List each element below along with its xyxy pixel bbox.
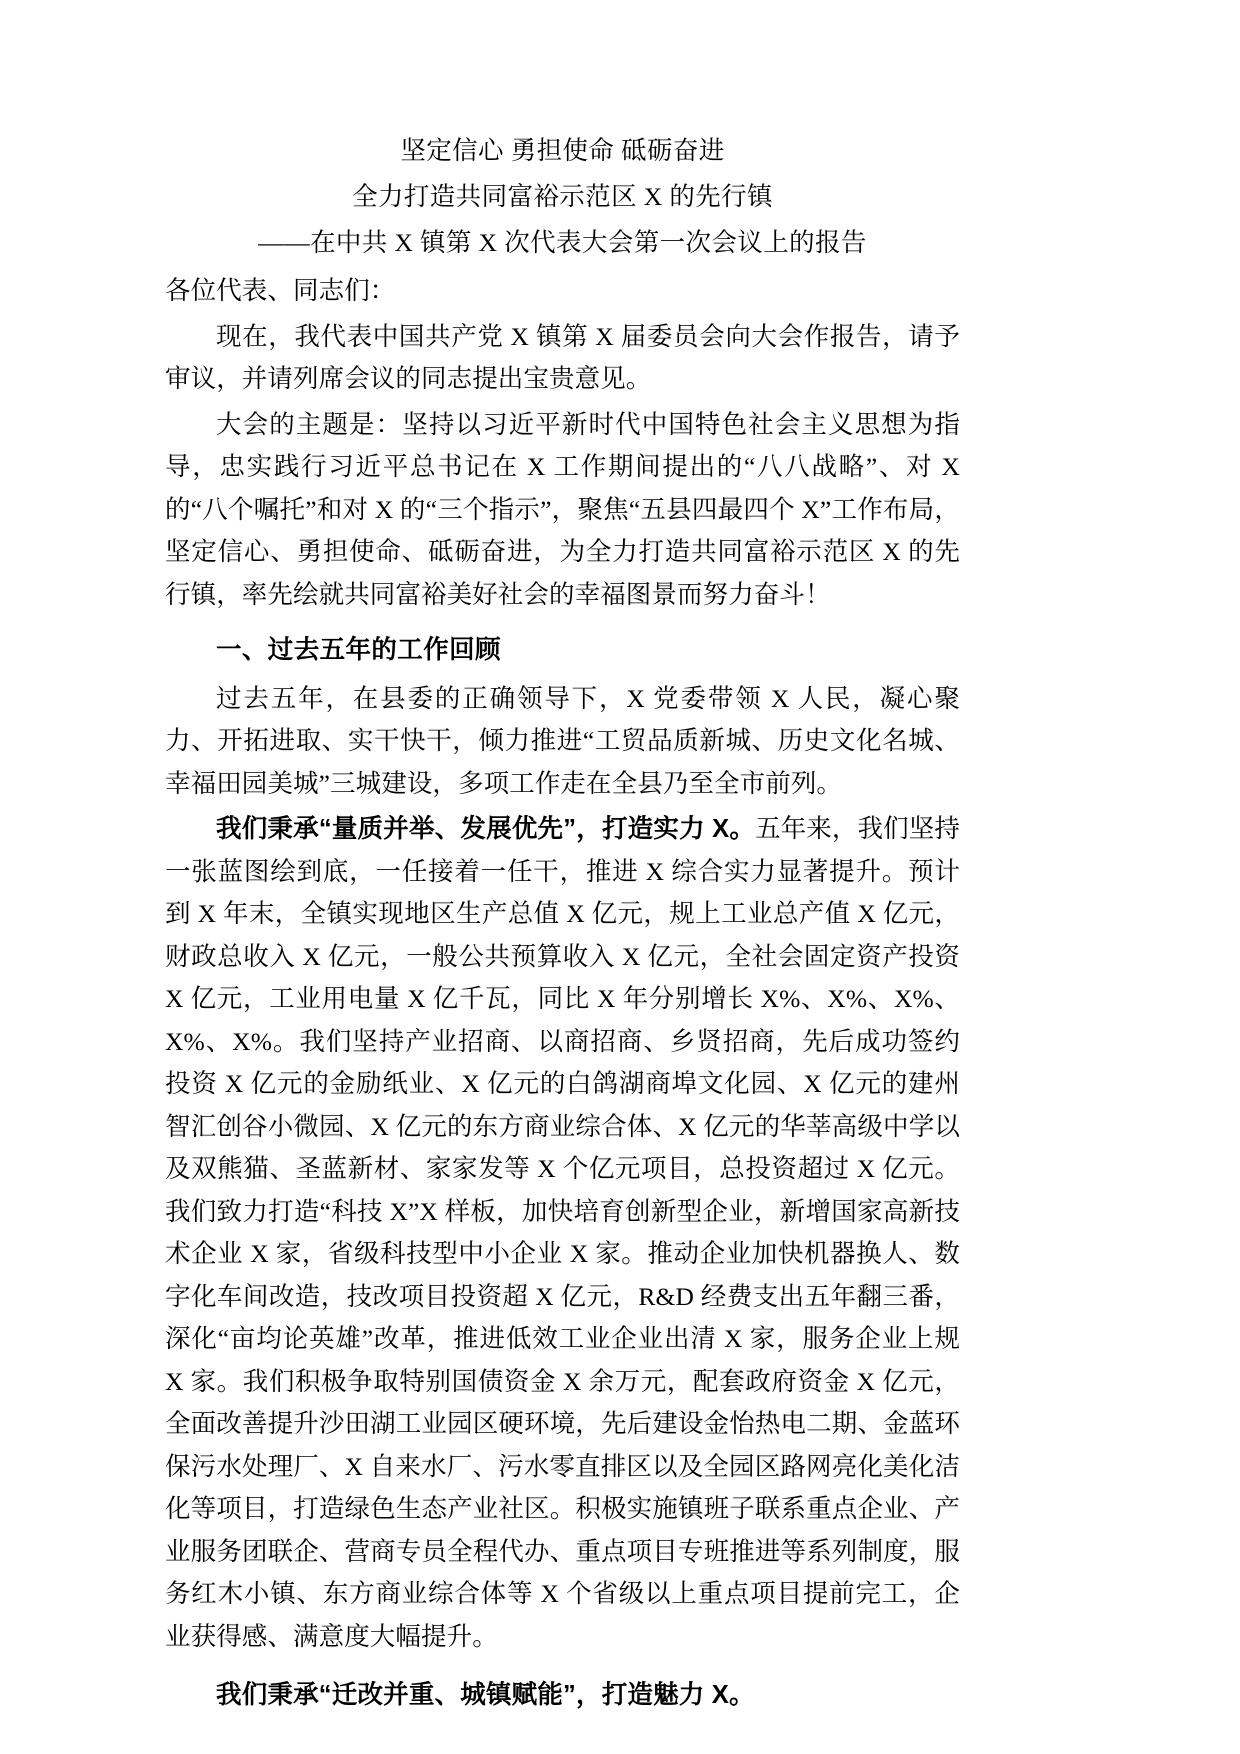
report-title-line2: 全力打造共同富裕示范区 X 的先行镇 — [352, 182, 773, 211]
paragraph-past-five-years-summary: 过去五年，在县委的正确领导下，X 党委带领 X 人民，凝心聚力、开拓进取、实干快干，倾力推进“工贸品质新城、历史文化名城、幸福田园美城”三城建设，多项工作走在全县乃至全市前列。 — [165, 683, 960, 798]
paragraph-strength-section — [165, 808, 960, 1658]
report-title-line3: ——在中共 X 镇第 X 次代表大会第一次会议上的报告 — [258, 228, 867, 257]
lead-bold-strength: 我们秉承“量质并举、发展优先”，打造实力 X。 — [216, 815, 756, 843]
report-title-line1: 坚定信心 勇担使命 砥砺奋进 — [400, 136, 725, 165]
document-body — [165, 128, 960, 1717]
paragraph-strength-body: 五年来，我们坚持一张蓝图绘到底，一任接着一任干，推进 X 综合实力显著提升。预计到 X 年末，全镇实现地区生产总值 X 亿元，规上工业总产值 X 亿元，财政总收入 X 亿元，一般公共预算收入 X 亿元，全社会固定资产投资 X 亿元，工业用电量 X 亿千瓦，同比 X 年分别增长 X%、X%、X%、X%、X%。我们坚持产业招商、以商招商、乡贤招商，先后成功签约投资 X 亿元的金励纸业、X 亿元的白鸽湖商埠文化园、X 亿元的建州智汇创谷小微园、X 亿元的东方商业综合体、X 亿元的华莘高级中学以及双熊猫、圣蓝新材、家家发等 X 个亿元项目，总投资超过 X 亿元。我们致力打造“科技 X”X 样板，加快培育创新型企业，新增国家高新技术企业 X 家，省级科技型中小企业 X 家。推动企业加快机器换人、数字化车间改造，技改项目投资超 X 亿元，R&D 经费支出五年翻三番，深化“亩均论英雄”改革，推进低效工业企业出清 X 家，服务企业上规 X 家。我们积极争取特别国债资金 X 余万元，配套政府资金 X 亿元，全面改善提升沙田湖工业园区硬环境，先后建设金怡热电二期、金蓝环保污水处理厂、X 自来水厂、污水零直排区以及全园区路网亮化美化洁化等项目，打造绿色生态产业社区。积极实施镇班子联系重点企业、产业服务团联企、营商专员全程代办、重点项目专班推进等系列制度，服务红木小镇、东方商业综合体等 X 个省级以上重点项目提前完工，企业获得感、满意度大幅提升。 — [165, 814, 960, 1651]
paragraph-opening: 现在，我代表中国共产党 X 镇第 X 届委员会向大会作报告，请予审议，并请列席会议的同志提出宝贵意见。 — [165, 321, 960, 393]
paragraph-conference-theme: 大会的主题是：坚持以习近平新时代中国特色社会主义思想为指导，忠实践行习近平总书记在 X 工作期间提出的“八八战略”、对 X 的“八个嘱托”和对 X 的“三个指示”，聚焦“五县四最四个 X”工作布局，坚定信心、勇担使命、砥砺奋进，为全力打造共同富裕示范区 X 的先行镇，率先绘就共同富裕美好社会的幸福图景而努力奋斗！ — [165, 409, 960, 609]
lead-bold-charm: 我们秉承“迁改并重、城镇赋能”，打造魅力 X。 — [216, 1681, 755, 1709]
section-heading-past-five-years: 一、过去五年的工作回顾 — [216, 636, 501, 664]
salutation: 各位代表、同志们： — [165, 276, 396, 305]
